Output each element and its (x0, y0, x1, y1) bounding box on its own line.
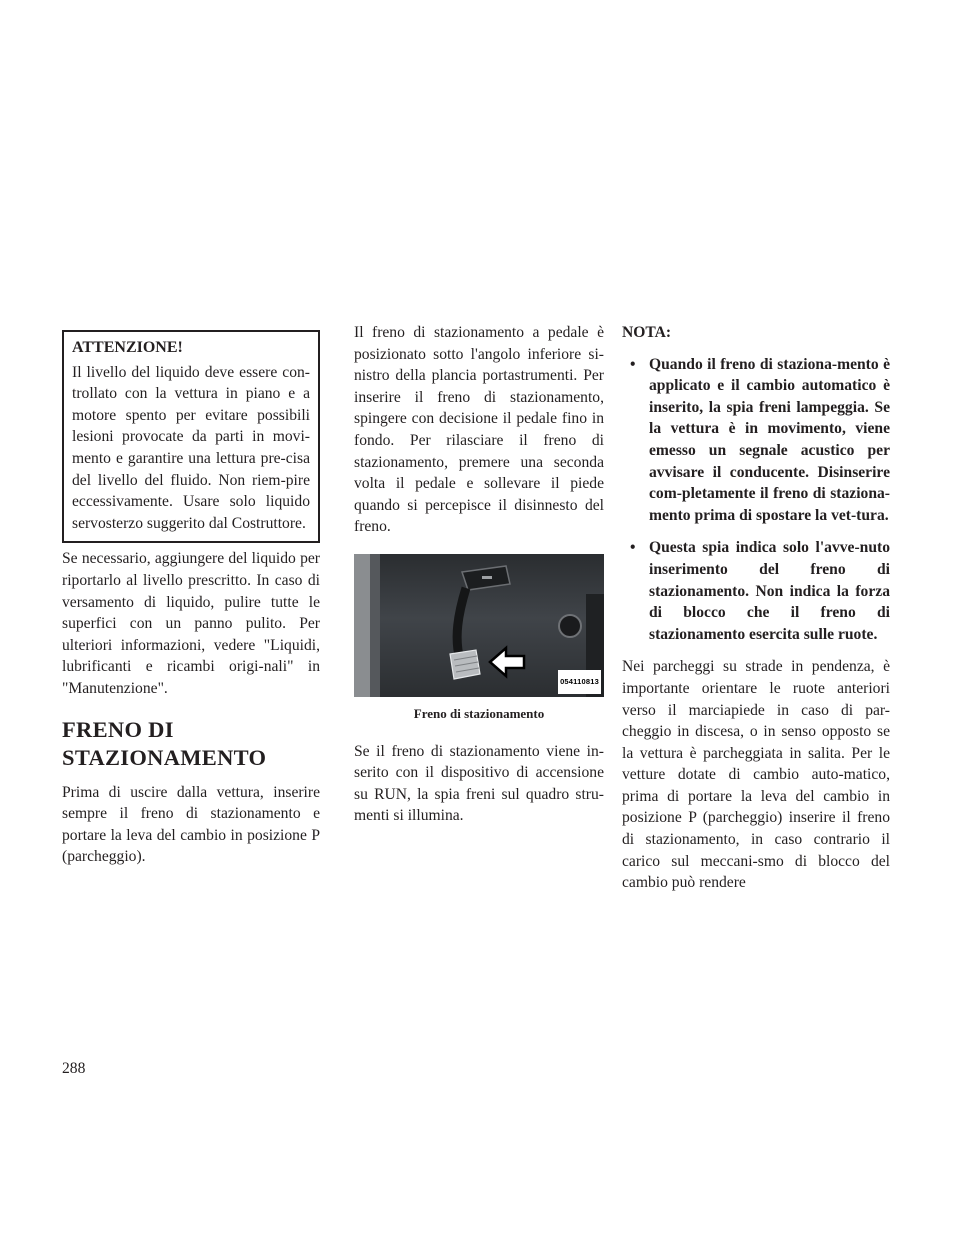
list-item (622, 537, 890, 645)
mount-slot (482, 576, 492, 579)
column-middle (354, 322, 604, 827)
section-heading: FRENO DI STAZIONAMENTO (62, 716, 267, 770)
parking-brake-photo (354, 554, 604, 697)
note-title: NOTA: (622, 324, 672, 341)
column-left (62, 330, 320, 868)
warning-box (62, 330, 320, 543)
warning-title: ATTENZIONE! (72, 339, 183, 356)
fluid-paragraph: Se necessario, aggiungere del liquido per riportarlo al livello prescritto. In caso di versamento di liquido, pulire tutte le superfici con un panno pulito. Per ulteriori informazioni, vedere "Liquidi, lubrificanti e ricambi origi-nali" in "Manutenzione". (62, 550, 320, 697)
figure (354, 554, 604, 725)
list-item-text: • Questa spia indica solo l'avve-nuto inserimento del freno di stazionamento. Non indica la forza di blocco che il freno di stazionamento esercita sulle ruote. (649, 539, 890, 643)
column-right (622, 322, 890, 894)
list-item-text: • Quando il freno di staziona-mento è applicato e il cambio automatico è inserito, la spia freni lampeggia. Se la vettura è in movimento, viene emesso un segnale acustico per avvisare il conducente. Disinserire com-pletamente il freno di staziona-mento prima di spostare la vet-tura. (649, 355, 890, 524)
parking-brake-paragraph: Il freno di stazionamento a pedale è posizionato sotto l'angolo inferiore si-nistro della plancia portastrumenti. Per inserire il freno di stazionamento, spingere con decisione il pedale fino in fondo. Per rilasciare il freno di stazionamento, premere una seconda volta il pedale e sollevare il piede quando si percepisce il disinnesto del freno. (354, 324, 604, 536)
figure-caption: Freno di stazionamento (413, 705, 545, 721)
brake-arm (457, 588, 466, 660)
warning-text: Il livello del liquido deve essere con-trollato con la vettura in piano e a motore spento per evitare possibili lesioni provocate da parti in movi-mento e garantire una lettura pre-cisa del livello del fluido. Non riem-pire eccessivamente. Usare solo liquido servosterzo suggerito dal Costruttore. (72, 363, 310, 532)
list-item (622, 354, 890, 527)
page-number: 288 (62, 1060, 86, 1077)
left-panel (354, 554, 370, 697)
left-panel-shade (370, 554, 380, 697)
arrow-indicator (490, 648, 524, 676)
ignition-paragraph: Se il freno di stazionamento viene in-serito con il dispositivo di accensione su RUN, la spia freni sul quadro stru-menti si illumina. (354, 742, 604, 825)
section-intro-paragraph: Prima di uscire dalla vettura, inserire sempre il freno di stazionamento e portare la leva del cambio in posizione P (parcheggio). (62, 783, 320, 866)
figure-code: 054110813 (558, 670, 601, 694)
hood-release-knob (559, 615, 581, 637)
slope-parking-paragraph: Nei parcheggi su strade in pendenza, è importante orientare le ruote anteriori verso il marciapiede in caso di par-cheggio in discesa, o in senso opposto se la vettura è parcheggiata in salita. Per le vetture dotate di cambio auto-matico, prima di portare la leva del cambio in posizione P (parcheggio) inserire il freno di stazionamento, in caso contrario il carico sul meccani-smo di blocco del cambio può rendere (622, 658, 890, 892)
note-list (622, 354, 890, 646)
